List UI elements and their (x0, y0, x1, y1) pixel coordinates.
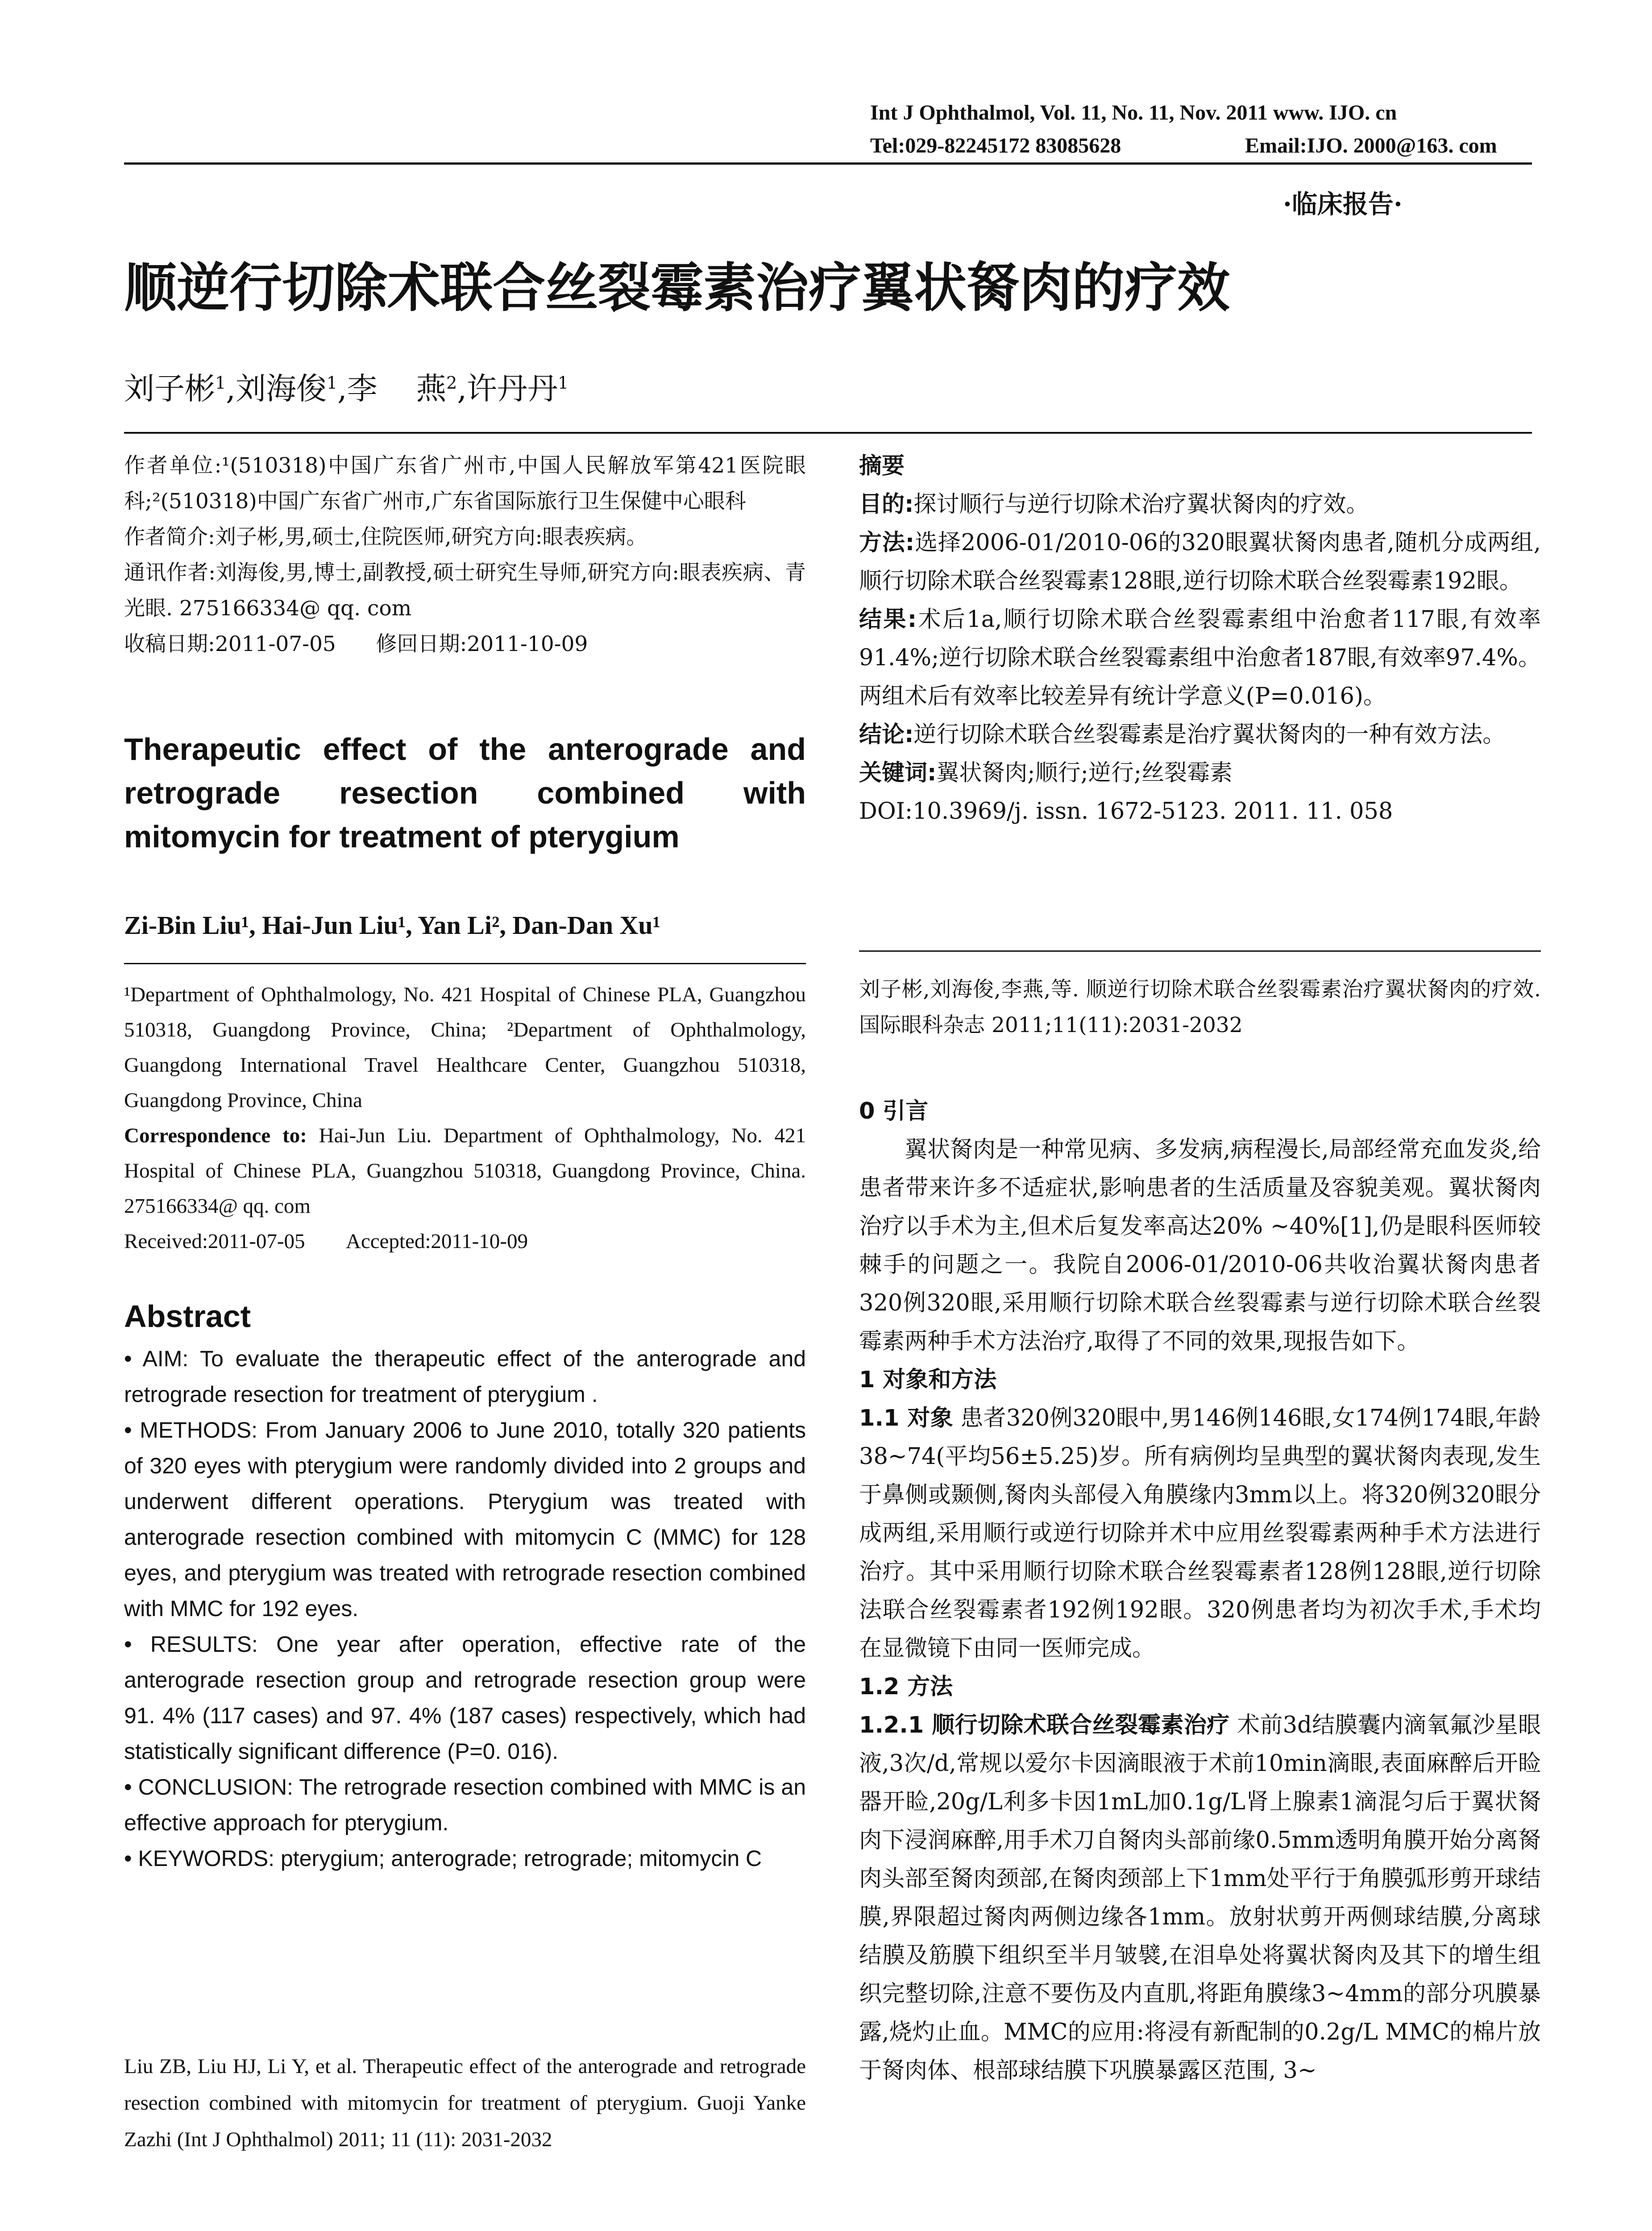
page-title: 顺逆行切除术联合丝裂霉素治疗翼状胬肉的疗效 (124, 257, 1230, 319)
author-bio: 作者简介:刘子彬,男,硕士,住院医师,研究方向:眼表疾病。 (124, 525, 648, 549)
english-title: Therapeutic effect of the anterograde and retrograde resection combined with mitomycin for treatment of pterygium (124, 732, 806, 854)
english-authors: Zi-Bin Liu¹, Hai-Jun Liu¹, Yan Li², Dan-Dan Xu¹ (124, 911, 660, 940)
subjects-paragraph: 患者320例320眼中,男146例146眼,女174例174眼,年龄38~74(平均56±5.25)岁。所有病例均呈典型的翼状胬肉表现,发生于鼻侧或颞侧,胬肉头部侵入角膜缘内3mm以上。将320例320眼分成两组,采用顺行或逆行切除并术中应用丝裂霉素两种手术方法进行治疗。其中采用顺行切除术联合丝裂霉素者128例128眼,逆行切除法联合丝裂霉素者192例192眼。320例患者均为初次手术,手术均在显微镜下由同一医师完成。 (859, 1405, 1541, 1662)
english-affiliation: ¹Department of Ophthalmology, No. 421 Hospital of Chinese PLA, Guangzhou 510318, Guangdong Province, China; ²Department of Ophthalmology, Guangdong International Travel Healthcare Center, Guangzhou 510318, Guangdong Province, China (124, 983, 806, 1112)
subsection-heading-subjects: 1.1 对象 (859, 1405, 953, 1431)
revised-date: 修回日期:2011-10-09 (376, 632, 588, 656)
subsection-heading-anterograde: 1.2.1 顺行切除术联合丝裂霉素治疗 (859, 1712, 1230, 1738)
intro-paragraph: 翼状胬肉是一种常见病、多发病,病程漫长,局部经常充血发炎,给患者带来许多不适症状,影响患者的生活质量及容貌美观。翼状胬肉治疗以手术为主,但术后复发率高达20% ~40%[1],仍是眼科医师较棘手的问题之一。我院自2006-01/2010-06共收治翼状胬肉患者320例320眼,采用顺行切除术联合丝裂霉素与逆行切除术联合丝裂霉素两种手术方法治疗,取得了不同的效果,现报告如下。 (859, 1136, 1541, 1355)
abstract-keywords: • KEYWORDS: pterygium; anterograde; retrograde; mitomycin C (124, 1846, 762, 1871)
correspondence-label: Correspondence to: (124, 1124, 307, 1147)
author-list: 刘子彬$^1$,刘海俊$^1$,李 燕$^2$,许丹丹$^1$ (124, 371, 569, 407)
author-name: 李 燕 (347, 371, 447, 407)
journal-header-line: Int J Ophthalmol, Vol. 11, No. 11, Nov. 2011 www. IJO. cn (870, 101, 1397, 124)
abstract-results: • RESULTS: One year after operation, effective rate of the anterograde resection group and retrograde resection group were 91. 4% (117 cases) and 97. 4% (187 cases) respectively, which had statistically significant difference (P=0. 016). (124, 1632, 806, 1764)
abstract-aim: • AIM: To evaluate the therapeutic effect of the anterograde and retrograde resection for treatment of pterygium . (124, 1346, 806, 1407)
chinese-abstract (859, 447, 1541, 831)
section-tag: ·临床报告· (1283, 189, 1403, 219)
english-correspondence: Hai-Jun Liu. Department of Ophthalmology, No. 421 Hospital of Chinese PLA, Guangzhou 510318, Guangdong Province, China. 275166334@ qq. com (124, 1124, 806, 1218)
cn-methods: 选择2006-01/2010-06的320眼翼状胬肉患者,随机分成两组,顺行切除术联合丝裂霉素128眼,逆行切除术联合丝裂霉素192眼。 (859, 530, 1541, 594)
author-name: 刘海俊 (235, 371, 327, 407)
cn-conclusion: 逆行切除术联合丝裂霉素是治疗翼状胬肉的一种有效方法。 (913, 722, 1506, 748)
cn-aim: 探讨顺行与逆行切除术治疗翼状胬肉的疗效。 (913, 491, 1369, 518)
english-received: Received:2011-07-05 (124, 1230, 305, 1253)
author-affil-mark: 2 (446, 373, 457, 393)
chinese-citation: 刘子彬,刘海俊,李燕,等. 顺逆行切除术联合丝裂霉素治疗翼状胬肉的疗效. 国际眼科杂志 2011;11(11):2031-2032 (859, 977, 1541, 1037)
english-authors-rule (124, 963, 806, 964)
cn-results: 术后1a,顺行切除术联合丝裂霉素组中治愈者117眼,有效率91.4%;逆行切除术联合丝裂霉素组中治愈者187眼,有效率97.4%。两组术后有效率比较差异有统计学意义(P=0.016)。 (859, 606, 1541, 709)
author-affiliation: 作者单位:¹(510318)中国广东省广州市,中国人民解放军第421医院眼科;²(510318)中国广东省广州市,广东省国际旅行卫生保健中心眼科 (124, 453, 806, 514)
english-accepted: Accepted:2011-10-09 (345, 1230, 528, 1253)
abstract-rule (859, 950, 1541, 952)
cn-results-label: 结果: (859, 606, 917, 633)
journal-tel: Tel:029-82245172 83085628 (870, 134, 1121, 158)
chinese-abstract-heading: 摘要 (859, 453, 905, 479)
abstract-conclusion: • CONCLUSION: The retrograde resection combined with MMC is an effective approach for pterygium. (124, 1775, 806, 1835)
cn-methods-label: 方法: (859, 530, 915, 556)
journal-email: Email:IJO. 2000@163. com (1245, 134, 1497, 158)
author-info-block (124, 448, 806, 662)
cn-keywords: 翼状胬肉;顺行;逆行;丝裂霉素 (936, 760, 1233, 786)
anterograde-paragraph: 术前3d结膜囊内滴氧氟沙星眼液,3次/d,常规以爱尔卡因滴眼液于术前10min滴眼,表面麻醉后开睑器开睑,20g/L利多卡因1mL加0.1g/L肾上腺素1滴混匀后于翼状胬肉下浸润麻醉,用手术刀自胬肉头部前缘0.5mm透明角膜开始分离胬肉头部至胬肉颈部,在胬肉颈部上下1mm处平行于角膜弧形剪开球结膜,界限超过胬肉两侧边缘各1mm。放射状剪开两侧球结膜,分离球结膜及筋膜下组织至半月皱襞,在泪阜处将翼状胬肉及其下的增生组织完整切除,注意不要伤及内直肌,将距角膜缘3~4mm的部分巩膜暴露,烧灼止血。MMC的应用:将浸有新配制的0.2g/L MMC的棉片放于胬肉体、根部球结膜下巩膜暴露区范围, 3~ (859, 1712, 1541, 2084)
section-heading-intro: 0 引言 (859, 1098, 929, 1124)
english-abstract (124, 1341, 806, 1876)
subsection-heading-method: 1.2 方法 (859, 1674, 953, 1700)
received-date: 收稿日期:2011-07-05 (124, 632, 336, 656)
abstract-heading: Abstract (124, 1299, 251, 1334)
corresponding-author: 通讯作者:刘海俊,男,博士,副教授,硕士研究生导师,研究方向:眼表疾病、青光眼. 275166334@ qq. com (124, 560, 806, 621)
english-affiliations (124, 977, 806, 1259)
cn-keywords-label: 关键词: (859, 760, 937, 786)
authors-rule (124, 432, 1532, 434)
cn-aim-label: 目的: (859, 491, 914, 518)
author-affil-mark: 1 (557, 373, 569, 393)
author-affil-mark: 1 (215, 373, 226, 393)
author-name: 刘子彬 (124, 371, 216, 407)
cn-conclusion-label: 结论: (859, 722, 914, 748)
cn-doi: DOI:10.3969/j. issn. 1672-5123. 2011. 11. 058 (859, 798, 1393, 825)
author-name: 许丹丹 (466, 371, 558, 407)
abstract-methods: • METHODS: From January 2006 to June 2010, totally 320 patients of 320 eyes with pterygium were randomly divided into 2 groups and underwent different operations. Pterygium was treated with anterograde resection combined with mitomycin C (MMC) for 128 eyes, and pterygium was treated with retrograde resection combined with MMC for 192 eyes. (124, 1418, 806, 1621)
header-rule (124, 162, 1532, 165)
article-body (859, 1092, 1541, 2090)
author-affil-mark: 1 (326, 373, 338, 393)
english-citation: Liu ZB, Liu HJ, Li Y, et al. Therapeutic effect of the anterograde and retrograde resection combined with mitomycin for treatment of pterygium. Guoji Yanke Zazhi (Int J Ophthalmol) 2011; 11 (11): 2031-2032 (124, 2055, 806, 2151)
section-heading-methods: 1 对象和方法 (859, 1367, 997, 1393)
